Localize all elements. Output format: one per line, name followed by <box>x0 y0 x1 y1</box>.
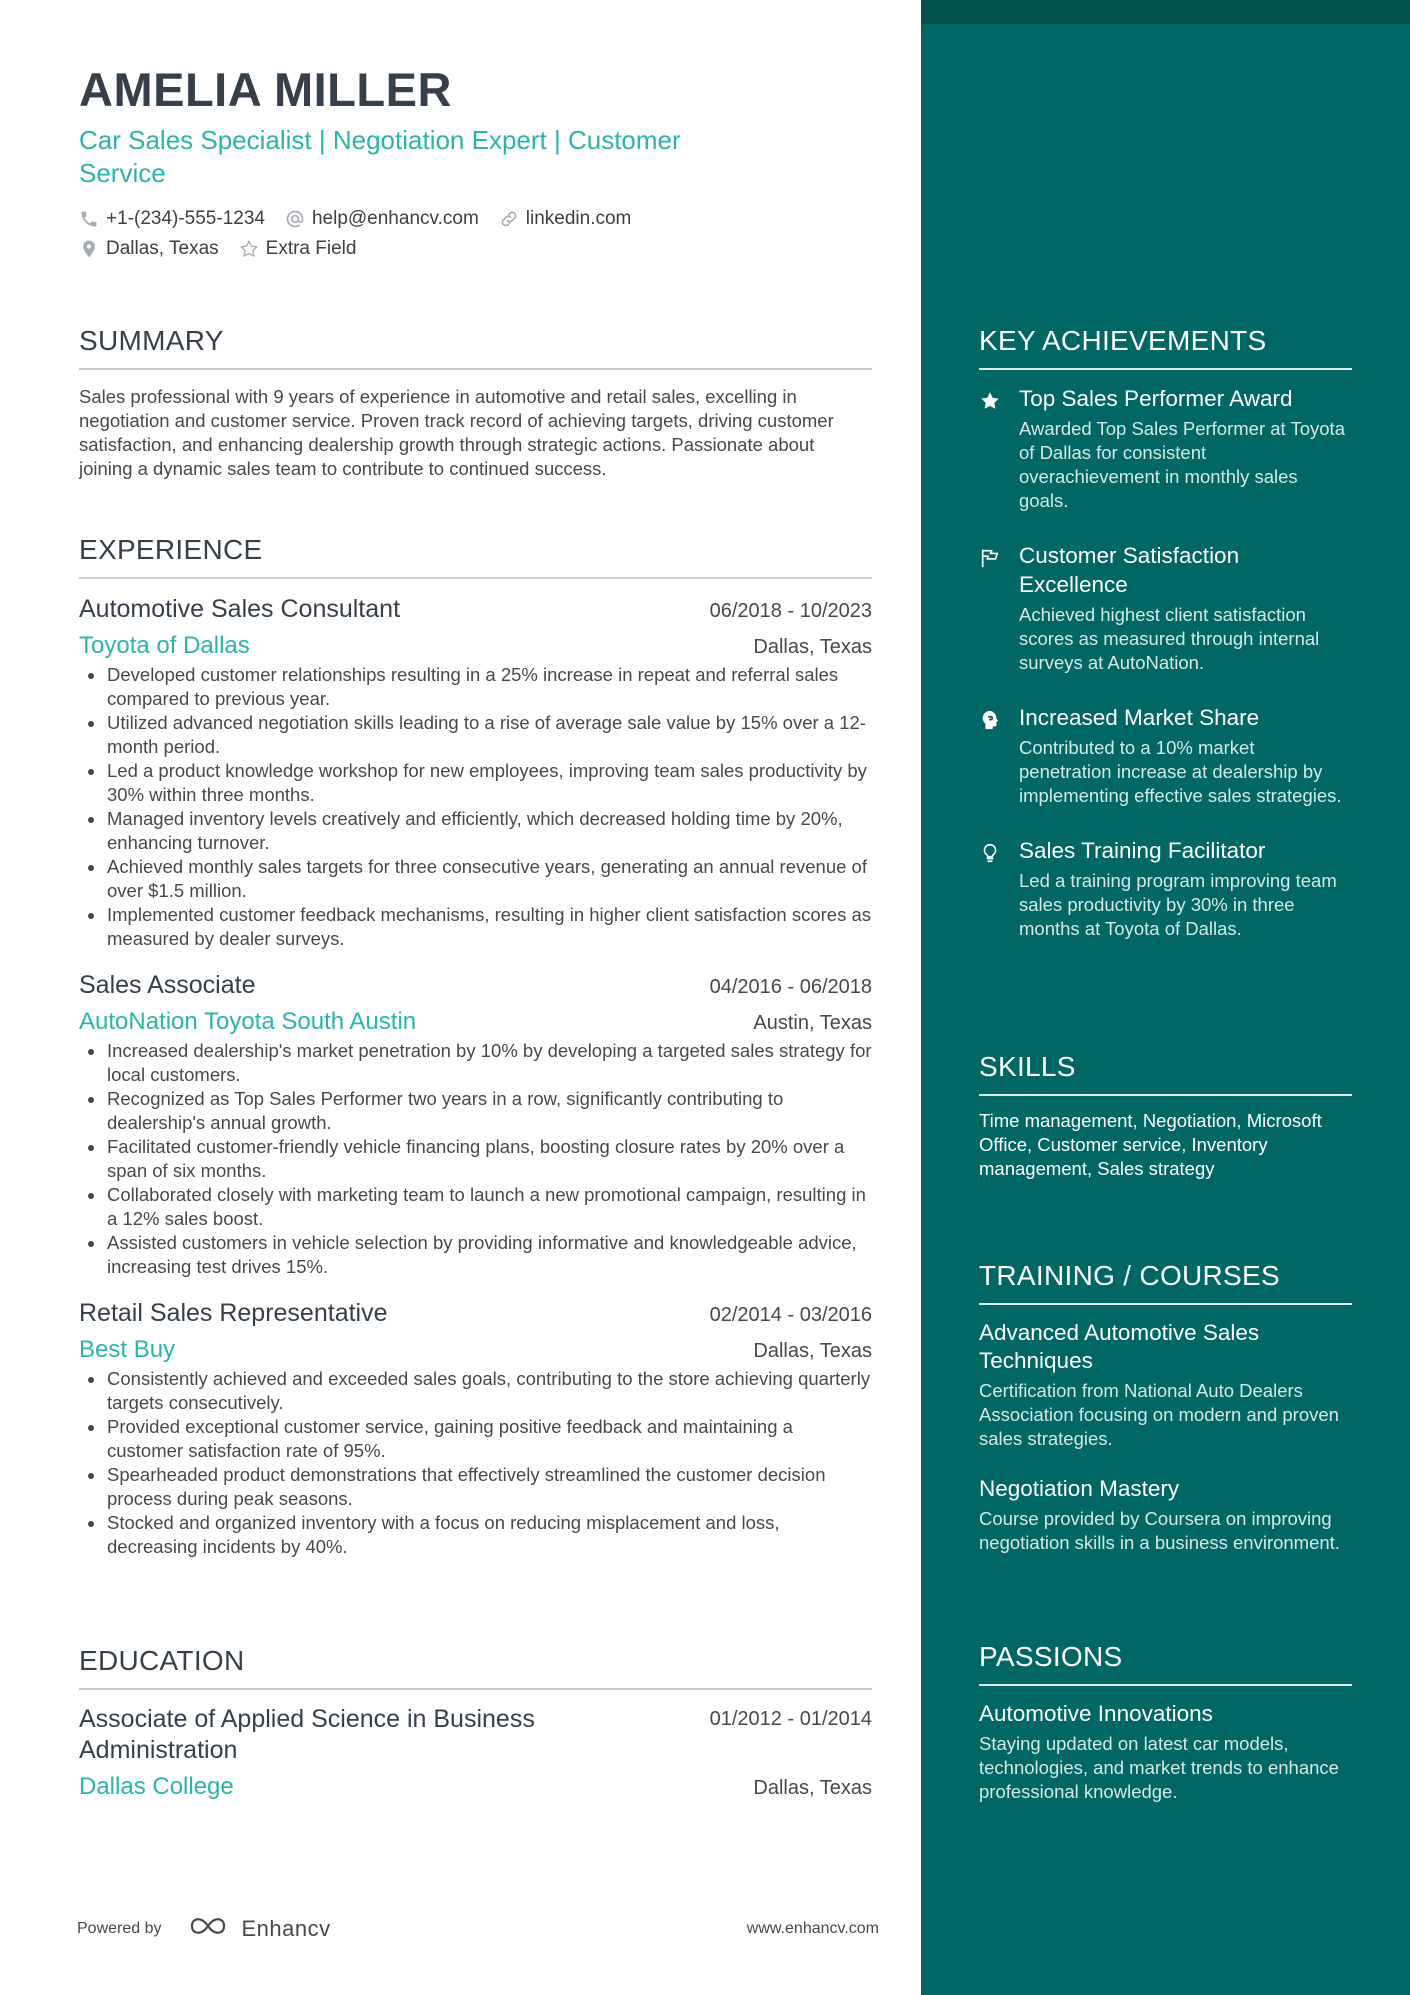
powered-by <box>77 1914 331 1944</box>
achievement-title: Increased Market Share <box>1019 705 1260 730</box>
bullet-item: Developed customer relationships resulting in a 25% increase in repeat and referral sales compared to previous year. <box>79 663 872 711</box>
brain-icon <box>979 703 1003 808</box>
education-entry <box>79 1704 872 1802</box>
sidebar <box>921 0 1410 1995</box>
achievements-section <box>979 324 1352 941</box>
passions-section <box>979 1640 1352 1804</box>
job-dates: 04/2016 - 06/2018 <box>709 976 872 998</box>
job-location: Dallas, Texas <box>753 636 872 658</box>
course-desc: Course provided by Coursera on improving negotiation skills in a business environment. <box>979 1508 1340 1553</box>
enhancv-logo-icon <box>186 1914 232 1944</box>
course-desc: Certification from National Auto Dealers Association focusing on modern and proven sales strategies. <box>979 1380 1339 1449</box>
summary-text: Sales professional with 9 years of experience in automotive and retail sales, excelling in negotiation and customer service. Proven track record of achieving targets, driving customer satisfaction, and enhancing dealership growth through strategic actions. Passionate about joining a dynamic sales team to contribute to continued success. <box>79 386 834 479</box>
bullet-item: Assisted customers in vehicle selection by providing informative and knowledgeable advice, increasing test drives 15%. <box>79 1231 872 1279</box>
bullet-item: Provided exceptional customer service, gaining positive feedback and maintaining a customer satisfaction rate of 95%. <box>79 1415 872 1463</box>
achievement-item <box>979 836 1352 941</box>
job-location: Dallas, Texas <box>753 1340 872 1362</box>
company-name: AutoNation Toyota South Austin <box>79 1008 417 1035</box>
school-location: Dallas, Texas <box>753 1777 872 1799</box>
footer <box>77 1914 879 1944</box>
location-text: Dallas, Texas <box>106 238 219 259</box>
job-location: Austin, Texas <box>753 1012 872 1034</box>
course-item <box>979 1475 1352 1555</box>
candidate-name: AMELIA MILLER <box>79 63 452 116</box>
summary-section <box>79 324 872 481</box>
bullet-item: Managed inventory levels creatively and efficiently, which decreased holding time by 20%, enhancing turnover. <box>79 807 872 855</box>
passion-item <box>979 1700 1352 1804</box>
achievement-item <box>979 541 1352 675</box>
bullet-item: Implemented customer feedback mechanisms, resulting in higher client satisfaction scores as measured by dealer surveys. <box>79 903 872 951</box>
skills-section <box>979 1050 1352 1181</box>
job-title: Automotive Sales Consultant <box>79 595 401 623</box>
experience-heading: EXPERIENCE <box>79 533 872 579</box>
achievement-desc: Contributed to a 10% market penetration increase at dealership by implementing effective sales strategies. <box>1019 737 1342 806</box>
job-bullets <box>79 1367 872 1559</box>
bullet-item: Collaborated closely with marketing team to launch a new promotional campaign, resulting in a 12% sales boost. <box>79 1183 872 1231</box>
passions-heading: PASSIONS <box>979 1640 1352 1686</box>
link-icon <box>499 209 519 229</box>
passion-desc: Staying updated on latest car models, technologies, and market trends to enhance professional knowledge. <box>979 1733 1339 1802</box>
achievement-title: Top Sales Performer Award <box>1019 386 1293 411</box>
star-icon <box>979 384 1003 513</box>
training-section <box>979 1259 1352 1555</box>
training-heading: TRAINING / COURSES <box>979 1259 1352 1305</box>
job-dates: 02/2014 - 03/2016 <box>709 1304 872 1326</box>
course-item <box>979 1319 1352 1451</box>
email-text: help@enhancv.com <box>311 208 479 229</box>
at-icon <box>285 209 305 229</box>
linkedin-contact[interactable] <box>499 208 632 230</box>
degree-title: Associate of Applied Science in Business Administration <box>79 1705 535 1764</box>
extra-field-contact <box>239 238 357 260</box>
sidebar-top-bar <box>921 0 1410 24</box>
course-title: Advanced Automotive Sales Techniques <box>979 1320 1260 1373</box>
bullet-item: Utilized advanced negotiation skills leading to a rise of average sale value by 15% over a 12-month period. <box>79 711 872 759</box>
bullet-item: Spearheaded product demonstrations that effectively streamlined the customer decision process during peak seasons. <box>79 1463 872 1511</box>
lightbulb-icon <box>979 836 1003 941</box>
extra-field-text: Extra Field <box>265 238 357 259</box>
passion-title: Automotive Innovations <box>979 1701 1213 1726</box>
job-entry <box>79 1297 872 1559</box>
achievement-title: Customer Satisfaction Excellence <box>1019 543 1240 597</box>
company-name: Best Buy <box>79 1336 176 1363</box>
school-name: Dallas College <box>79 1773 234 1800</box>
job-dates: 06/2018 - 10/2023 <box>709 600 872 622</box>
job-title: Sales Associate <box>79 971 256 999</box>
location-pin-icon <box>79 239 99 259</box>
bullet-item: Facilitated customer-friendly vehicle financing plans, boosting closure rates by 20% over a span of six months. <box>79 1135 872 1183</box>
location-contact <box>79 238 219 260</box>
experience-section <box>79 533 872 1559</box>
company-name: Toyota of Dallas <box>79 632 250 659</box>
course-title: Negotiation Mastery <box>979 1476 1180 1501</box>
bullet-item: Recognized as Top Sales Performer two years in a row, significantly contributing to dealership's annual growth. <box>79 1087 872 1135</box>
bullet-item: Consistently achieved and exceeded sales goals, contributing to the store achieving quarterly targets consecutively. <box>79 1367 872 1415</box>
powered-by-label: Powered by <box>77 1920 162 1937</box>
phone-text: +1-(234)-555-1234 <box>106 208 265 229</box>
headline: Car Sales Specialist | Negotiation Expert | Customer Service <box>79 125 681 188</box>
bullet-item: Achieved monthly sales targets for three consecutive years, generating an annual revenue of over $1.5 million. <box>79 855 872 903</box>
achievement-desc: Led a training program improving team sales productivity by 30% in three months at Toyota of Dallas. <box>1019 870 1337 939</box>
education-dates: 01/2012 - 01/2014 <box>709 1708 872 1730</box>
job-entry <box>79 969 872 1279</box>
education-heading: EDUCATION <box>79 1644 872 1690</box>
job-bullets <box>79 663 872 951</box>
email-contact[interactable] <box>285 208 479 230</box>
job-bullets <box>79 1039 872 1279</box>
phone-icon <box>79 209 99 229</box>
achievement-desc: Achieved highest client satisfaction scores as measured through internal surveys at AutoNation. <box>1019 604 1320 673</box>
flag-icon <box>979 541 1003 675</box>
bullet-item: Stocked and organized inventory with a focus on reducing misplacement and loss, decreasing incidents by 40%. <box>79 1511 872 1559</box>
star-outline-icon <box>239 239 259 259</box>
header <box>79 62 872 264</box>
education-section <box>79 1644 872 1802</box>
achievement-item <box>979 384 1352 513</box>
achievement-title: Sales Training Facilitator <box>1019 838 1266 863</box>
bullet-item: Increased dealership's market penetration by 10% by developing a targeted sales strategy for local customers. <box>79 1039 872 1087</box>
skills-heading: SKILLS <box>979 1050 1352 1096</box>
skills-list: Time management, Negotiation, Microsoft Office, Customer service, Inventory management, Sales strategy <box>979 1110 1322 1179</box>
contact-info <box>79 204 872 264</box>
achievements-heading: KEY ACHIEVEMENTS <box>979 324 1352 370</box>
job-entry <box>79 593 872 951</box>
brand-name: Enhancv <box>241 1916 331 1941</box>
achievement-item <box>979 703 1352 808</box>
summary-heading: SUMMARY <box>79 324 872 370</box>
linkedin-text: linkedin.com <box>525 208 632 229</box>
brand-logo[interactable] <box>186 1914 331 1944</box>
bullet-item: Led a product knowledge workshop for new employees, improving team sales productivity by 30% within three months. <box>79 759 872 807</box>
phone-contact[interactable] <box>79 208 265 230</box>
footer-website[interactable]: www.enhancv.com <box>746 1920 879 1937</box>
job-title: Retail Sales Representative <box>79 1299 388 1327</box>
achievement-desc: Awarded Top Sales Performer at Toyota of Dallas for consistent overachievement in monthly sales goals. <box>1019 418 1345 511</box>
